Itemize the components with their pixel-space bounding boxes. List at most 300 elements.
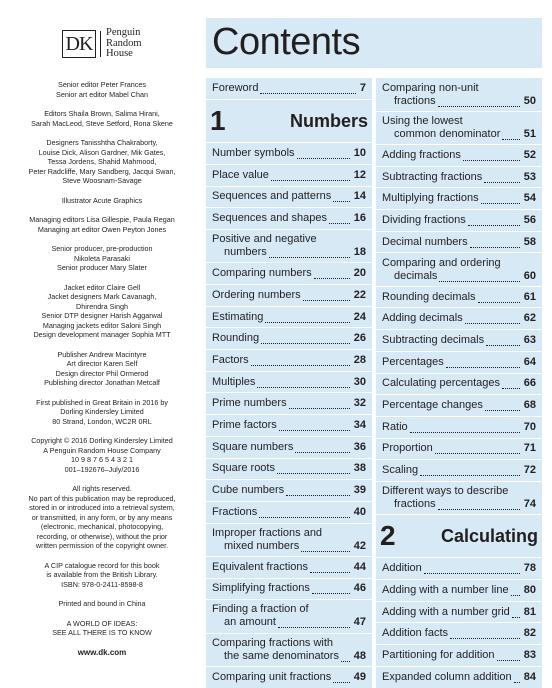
toc-entry-title-continued: fractions	[394, 498, 436, 511]
credits-block	[12, 436, 192, 474]
credits-line: Managing editors Lisa Gillespie, Paula Regan	[29, 215, 175, 224]
credits-line: Publisher Andrew Macintyre	[57, 349, 147, 359]
toc-entry-title-continued: numbers	[224, 246, 267, 259]
page-number: 61	[523, 290, 536, 303]
dot-leader	[301, 550, 350, 552]
toc-entry[interactable]	[382, 562, 536, 575]
toc-entry[interactable]	[382, 377, 536, 390]
section-name: Numbers	[289, 111, 368, 132]
toc-entry-title: Comparing numbers	[212, 267, 312, 280]
page-number: 49	[353, 670, 366, 683]
page-number: 26	[353, 332, 366, 345]
toc-entry-title: Comparing unit fractions	[212, 670, 332, 683]
dot-leader	[502, 387, 520, 389]
toc-entry-title: Prime numbers	[212, 397, 287, 410]
entry-separator	[376, 459, 542, 460]
toc-entry-title: Equivalent fractions	[212, 560, 308, 573]
dot-leader	[511, 594, 520, 596]
page-number: 30	[353, 375, 366, 388]
toc-entry-title: Place value	[212, 168, 269, 181]
credits-line: A WORLD OF IDEAS:	[66, 618, 138, 628]
dot-leader	[438, 105, 520, 107]
page-number: 10	[353, 147, 366, 160]
toc-entry[interactable]	[382, 485, 536, 511]
credits-line: Editors Shaila Brown, Salima Hirani,	[44, 109, 160, 118]
dot-leader	[481, 202, 520, 204]
toc-entry-title: Multiplying fractions	[382, 192, 479, 205]
dot-leader	[333, 681, 350, 683]
toc-entry-title: Multiples	[212, 375, 256, 388]
toc-entry[interactable]	[212, 267, 366, 280]
credits-line: Tessa Jordens, Shahid Mahmood,	[47, 157, 157, 166]
credits-line: (electronic, mechanical, photocopying,	[40, 522, 164, 531]
credits-line: Design director Phil Ormerod	[55, 368, 149, 378]
dot-leader	[271, 179, 350, 181]
toc-entry[interactable]	[382, 192, 536, 205]
section-heading	[206, 105, 372, 137]
credits-line: Senior DTP designer Harish Aggarwal	[41, 311, 163, 320]
toc-entry-title: Expanded column addition	[382, 670, 512, 683]
entry-separator	[376, 644, 542, 645]
toc-entry[interactable]	[212, 311, 366, 324]
dot-leader	[279, 429, 350, 431]
dot-leader	[514, 681, 520, 683]
credits-line: Illustrator Acute Graphics	[61, 195, 143, 205]
toc-entry[interactable]	[212, 190, 366, 203]
toc-entry-title: Ordering numbers	[212, 288, 301, 301]
toc-entry-title: Calculating percentages	[382, 377, 501, 390]
dot-leader	[303, 299, 350, 301]
page-number: 72	[523, 464, 536, 477]
page-number: 56	[523, 213, 536, 226]
credits-block	[12, 350, 192, 388]
toc-entry-title: Partitioning for addition	[382, 648, 495, 661]
toc-entry-title: Addition facts	[382, 627, 449, 640]
entry-separator	[206, 207, 372, 208]
page-number: 71	[523, 442, 536, 455]
credits-line: is available from the British Library.	[46, 570, 158, 579]
page-number: 52	[523, 148, 536, 161]
toc-entry-title: Factors	[212, 353, 249, 366]
toc-entry[interactable]	[382, 356, 536, 369]
dot-leader	[420, 474, 520, 476]
section-name: Calculating	[440, 526, 538, 547]
entry-separator	[206, 556, 372, 557]
toc-entry[interactable]	[382, 421, 536, 434]
contents-column-2	[376, 78, 542, 688]
toc-entry[interactable]	[212, 671, 366, 684]
credits-line: Senior producer, pre-production	[51, 244, 153, 253]
entry-separator	[376, 329, 542, 330]
entry-separator	[376, 622, 542, 623]
page-number: 51	[523, 127, 536, 140]
entry-separator	[206, 501, 372, 502]
dot-leader	[297, 157, 350, 159]
toc-entry-title-continued: the same denominators	[224, 649, 339, 662]
credits-line: 80 Strand, London, WC2R 0RL	[52, 416, 152, 426]
publisher-logo	[62, 27, 182, 64]
entry-separator	[206, 633, 372, 634]
contents-column-1	[206, 78, 372, 688]
contents-panel	[206, 18, 542, 688]
entry-separator	[206, 306, 372, 307]
credits-line: 10 9 8 7 6 5 4 3 2 1	[71, 455, 133, 464]
page-number: 70	[523, 420, 536, 433]
entry-separator	[376, 438, 542, 439]
dot-leader	[465, 322, 520, 324]
entry-separator	[206, 327, 372, 328]
credits-block	[12, 80, 192, 99]
dk-logo-mark: DK	[62, 30, 96, 58]
toc-entry-title: Prime factors	[212, 419, 277, 432]
dot-leader	[314, 277, 350, 279]
credits-line: 001–192676–July/2016	[64, 464, 140, 474]
entry-separator	[376, 351, 542, 352]
toc-entry[interactable]	[212, 637, 366, 663]
page-number: 84	[523, 670, 536, 683]
toc-entry[interactable]	[212, 332, 366, 345]
credits-line: written permission of the copyright owner.	[35, 541, 169, 550]
page-number: 78	[523, 562, 536, 575]
toc-entry-title: Finding a fraction of	[212, 603, 309, 616]
credits-line: Senior editor Peter Frances	[58, 80, 146, 89]
toc-entry[interactable]	[382, 399, 536, 412]
toc-entry[interactable]	[212, 527, 366, 553]
toc-entry-title: Adding with a number grid	[382, 605, 510, 618]
dot-leader	[446, 366, 520, 368]
credits-line: recording, or otherwise), without the prior	[36, 531, 168, 541]
dot-leader	[295, 451, 349, 453]
dot-leader	[286, 494, 350, 496]
entry-separator	[376, 416, 542, 417]
toc-entry-title: Scaling	[382, 464, 419, 477]
page-number: 83	[523, 648, 536, 661]
credits-line: Printed and bound in China	[58, 599, 146, 608]
entry-separator	[206, 349, 372, 350]
page-number: 53	[523, 170, 536, 183]
entry-separator	[376, 307, 542, 308]
credits-line: Peter Radcliffe, Mary Sandberg, Jacqui Swan,	[28, 166, 176, 176]
toc-entry-title-continued: fractions	[394, 94, 436, 107]
toc-entry[interactable]	[212, 82, 366, 95]
toc-entry[interactable]	[212, 376, 366, 389]
credits-line: No part of this publication may be reproduced,	[28, 493, 176, 503]
toc-entry[interactable]	[382, 171, 536, 184]
dot-leader	[333, 200, 349, 202]
toc-entry-title-continued: mixed numbers	[224, 539, 300, 552]
entry-separator	[206, 414, 372, 415]
dot-leader	[450, 637, 520, 639]
toc-entry[interactable]	[382, 606, 536, 619]
credits-block	[12, 138, 192, 186]
credits-line: Louise Dick, Alison Gardner, Mik Gates,	[38, 147, 166, 157]
credits-line: Jacket designers Mark Cavanagh,	[47, 292, 157, 301]
entry-separator	[376, 394, 542, 395]
toc-entry[interactable]	[382, 442, 536, 455]
credits-line: SEE ALL THERE IS TO KNOW	[52, 628, 152, 637]
toc-entry[interactable]	[382, 649, 536, 662]
dot-leader	[438, 508, 520, 510]
credits-line: Copyright © 2016 Dorling Kindersley Limited	[31, 436, 173, 445]
credits-line: Senior art editor Mabel Chan	[56, 89, 148, 99]
dot-leader	[435, 452, 520, 454]
dot-leader	[278, 626, 350, 628]
entry-separator	[206, 371, 372, 372]
toc-entry[interactable]	[212, 289, 366, 302]
credits-line: or transmitted, in any form, or by any means	[31, 512, 173, 522]
toc-entry-title: Ratio	[382, 420, 408, 433]
toc-entry-title: Sequences and shapes	[212, 212, 327, 225]
toc-entry-title: Estimating	[212, 310, 264, 323]
toc-entry-title: Square roots	[212, 462, 275, 475]
credits-line: Managing jackets editor Saloni Singh	[42, 320, 162, 330]
toc-entry-title: Comparing and ordering	[382, 256, 501, 269]
dot-leader	[484, 181, 519, 183]
toc-entry[interactable]	[212, 441, 366, 454]
toc-entry[interactable]	[212, 506, 366, 519]
entry-separator	[376, 557, 542, 558]
entry-separator	[206, 99, 372, 100]
toc-entry[interactable]	[212, 561, 366, 574]
page-number: 54	[523, 192, 536, 205]
page-number: 12	[353, 168, 366, 181]
page-number: 47	[353, 616, 366, 629]
entry-separator	[376, 111, 542, 112]
dot-leader	[468, 224, 520, 226]
entry-separator	[206, 392, 372, 393]
page-number: 48	[353, 649, 366, 662]
logo-divider	[100, 31, 101, 57]
toc-entry-title: Fractions	[212, 505, 258, 518]
toc-entry-title: Improper fractions and	[212, 526, 323, 539]
toc-entry[interactable]	[212, 233, 366, 259]
section-number: 1	[210, 105, 226, 137]
page-number: 20	[353, 267, 366, 280]
dot-leader	[257, 386, 349, 388]
toc-entry[interactable]	[382, 334, 536, 347]
dot-leader	[512, 616, 520, 618]
entry-separator	[376, 209, 542, 210]
dot-leader	[485, 409, 520, 411]
credits-line: First published in Great Britain in 2016 by	[36, 397, 168, 407]
toc-entry-title: Different ways to describe	[382, 485, 509, 498]
toc-entry[interactable]	[212, 462, 366, 475]
toc-entry-title: Addition	[382, 562, 422, 575]
toc-entry-title: Positive and negative	[212, 233, 317, 246]
toc-entry-title: Adding decimals	[382, 312, 463, 325]
dot-leader	[312, 592, 350, 594]
entry-separator	[206, 229, 372, 230]
entry-separator	[376, 187, 542, 188]
toc-entry-title-continued: common denominator	[394, 127, 501, 140]
credits-panel	[0, 0, 196, 688]
page-number: 58	[523, 235, 536, 248]
section-number: 2	[380, 520, 396, 552]
toc-entry[interactable]	[382, 312, 536, 325]
dot-leader	[259, 516, 350, 518]
page-number: 64	[523, 355, 536, 368]
credits-line: Managing art editor Owen Peyton Jones	[37, 224, 167, 234]
page-number: 81	[523, 605, 536, 618]
toc-entry[interactable]	[382, 257, 536, 283]
entry-separator	[376, 231, 542, 232]
dot-leader	[470, 246, 520, 248]
toc-entry[interactable]	[212, 419, 366, 432]
toc-entry[interactable]	[382, 236, 536, 249]
toc-entry-title: Square numbers	[212, 440, 294, 453]
toc-entry-title: Comparing non-unit	[382, 81, 479, 94]
toc-entry-title-continued: an amount	[224, 616, 276, 629]
page-number: 68	[523, 399, 536, 412]
credits-line: ISBN: 978-0-2411-8598-8	[61, 579, 143, 589]
section-heading	[376, 520, 542, 552]
page-number: 42	[353, 539, 366, 552]
credits-line: Dorling Kindersley Limited	[60, 407, 144, 416]
toc-entry[interactable]	[212, 169, 366, 182]
credits-line: Sarah MacLeod, Steve Setford, Rona Skene	[31, 118, 173, 128]
toc-entry-title: Adding fractions	[382, 148, 461, 161]
toc-entry[interactable]	[382, 627, 536, 640]
dot-leader	[410, 431, 520, 433]
toc-entry[interactable]	[212, 147, 366, 160]
entry-separator	[206, 479, 372, 480]
toc-entry[interactable]	[382, 214, 536, 227]
entry-separator	[376, 481, 542, 482]
toc-entry-title: Simplifying fractions	[212, 582, 310, 595]
credits-line: Publishing director Jonathan Metcalf	[44, 378, 160, 387]
entry-separator	[376, 514, 542, 515]
dot-leader	[310, 571, 350, 573]
entry-separator	[376, 373, 542, 374]
page-number: 16	[353, 212, 366, 225]
toc-entry-title: Adding with a number line	[382, 583, 509, 596]
page-number: 24	[353, 310, 366, 323]
entry-separator	[206, 186, 372, 187]
entry-separator	[206, 164, 372, 165]
entry-separator	[376, 286, 542, 287]
entry-separator	[376, 666, 542, 667]
page-number: 60	[523, 269, 536, 282]
toc-entry-title-continued: decimals	[394, 269, 438, 282]
page-number: 50	[523, 94, 536, 107]
toc-entry[interactable]	[382, 149, 536, 162]
dot-leader	[478, 301, 520, 303]
toc-entry-title: Proportion	[382, 442, 433, 455]
page-number: 40	[353, 505, 366, 518]
toc-entry[interactable]	[382, 671, 536, 684]
toc-entry[interactable]	[212, 354, 366, 367]
credits-block	[12, 244, 192, 273]
page-number: 44	[353, 560, 366, 573]
credits-line: Dhirendra Singh	[76, 301, 128, 311]
dot-leader	[261, 342, 350, 344]
entry-separator	[206, 523, 372, 524]
entry-separator	[376, 601, 542, 602]
credits-line: Senior producer Mary Slater	[57, 263, 147, 272]
entry-separator	[206, 666, 372, 667]
title-banner	[206, 18, 542, 68]
credits-line: Steve Woosnam-Savage	[62, 176, 142, 185]
dot-leader	[329, 222, 350, 224]
credits-line: Designers Tanisshtha Chakraborty,	[46, 138, 158, 147]
toc-entry[interactable]	[212, 603, 366, 629]
credits-block	[12, 196, 192, 206]
toc-entry[interactable]	[382, 584, 536, 597]
toc-entry[interactable]	[382, 291, 536, 304]
toc-entry-title: Rounding decimals	[382, 290, 476, 303]
entry-separator	[206, 142, 372, 143]
page-number: 74	[523, 498, 536, 511]
page-number: 63	[523, 333, 536, 346]
dot-leader	[269, 256, 350, 258]
page-number: 39	[353, 484, 366, 497]
toc-entry[interactable]	[382, 115, 536, 141]
credits-block	[12, 283, 192, 340]
toc-entry-title: Number symbols	[212, 147, 295, 160]
entry-separator	[206, 458, 372, 459]
penguin-random-house-wordmark: Penguin Random House	[106, 27, 142, 59]
page-number: 22	[353, 288, 366, 301]
entry-separator	[376, 144, 542, 145]
entry-separator	[206, 436, 372, 437]
page-number: 66	[523, 377, 536, 390]
page-number: 38	[353, 462, 366, 475]
credits-line: All rights reserved.	[72, 484, 132, 493]
toc-entry[interactable]	[212, 484, 366, 497]
toc-entry-title: Cube numbers	[212, 484, 285, 497]
credits-block	[12, 398, 192, 427]
page-number: 14	[353, 190, 366, 203]
entry-separator	[206, 578, 372, 579]
toc-entry[interactable]	[382, 464, 536, 477]
page-number: 32	[353, 397, 366, 410]
credits-line: A Penguin Random House Company	[43, 445, 161, 455]
credits-line: Art director Karen Self	[66, 359, 138, 368]
entry-separator	[206, 284, 372, 285]
page-number: 34	[353, 419, 366, 432]
toc-entry[interactable]	[382, 82, 536, 108]
toc-entry-title: Comparing fractions with	[212, 636, 334, 649]
dot-leader	[251, 364, 350, 366]
toc-entry-title: Dividing fractions	[382, 213, 466, 226]
toc-entry[interactable]	[212, 582, 366, 595]
credits-block	[12, 561, 192, 590]
page-title: Contents	[212, 21, 361, 63]
website-link[interactable]: www.dk.com	[77, 647, 127, 657]
toc-entry[interactable]	[212, 397, 366, 410]
dot-leader	[502, 138, 519, 140]
credits-line: Jacket editor Claire Gell	[63, 282, 141, 292]
entry-separator	[206, 599, 372, 600]
toc-entry-title: Sequences and patterns	[212, 190, 332, 203]
page-number: 36	[353, 440, 366, 453]
entry-separator	[376, 166, 542, 167]
toc-entry-title: Foreword	[212, 82, 259, 95]
toc-entry-title: Rounding	[212, 332, 260, 345]
credits-block	[12, 599, 192, 609]
dot-leader	[439, 280, 519, 282]
page-number: 80	[523, 583, 536, 596]
toc-entry-title: Percentage changes	[382, 399, 483, 412]
dot-leader	[497, 659, 520, 661]
toc-entry-title: Using the lowest	[382, 114, 463, 127]
toc-entry-title: Subtracting fractions	[382, 170, 483, 183]
entry-separator	[206, 262, 372, 263]
dot-leader	[277, 472, 350, 474]
dot-leader	[265, 321, 349, 323]
page-number: 18	[353, 246, 366, 259]
toc-entry[interactable]	[212, 212, 366, 225]
